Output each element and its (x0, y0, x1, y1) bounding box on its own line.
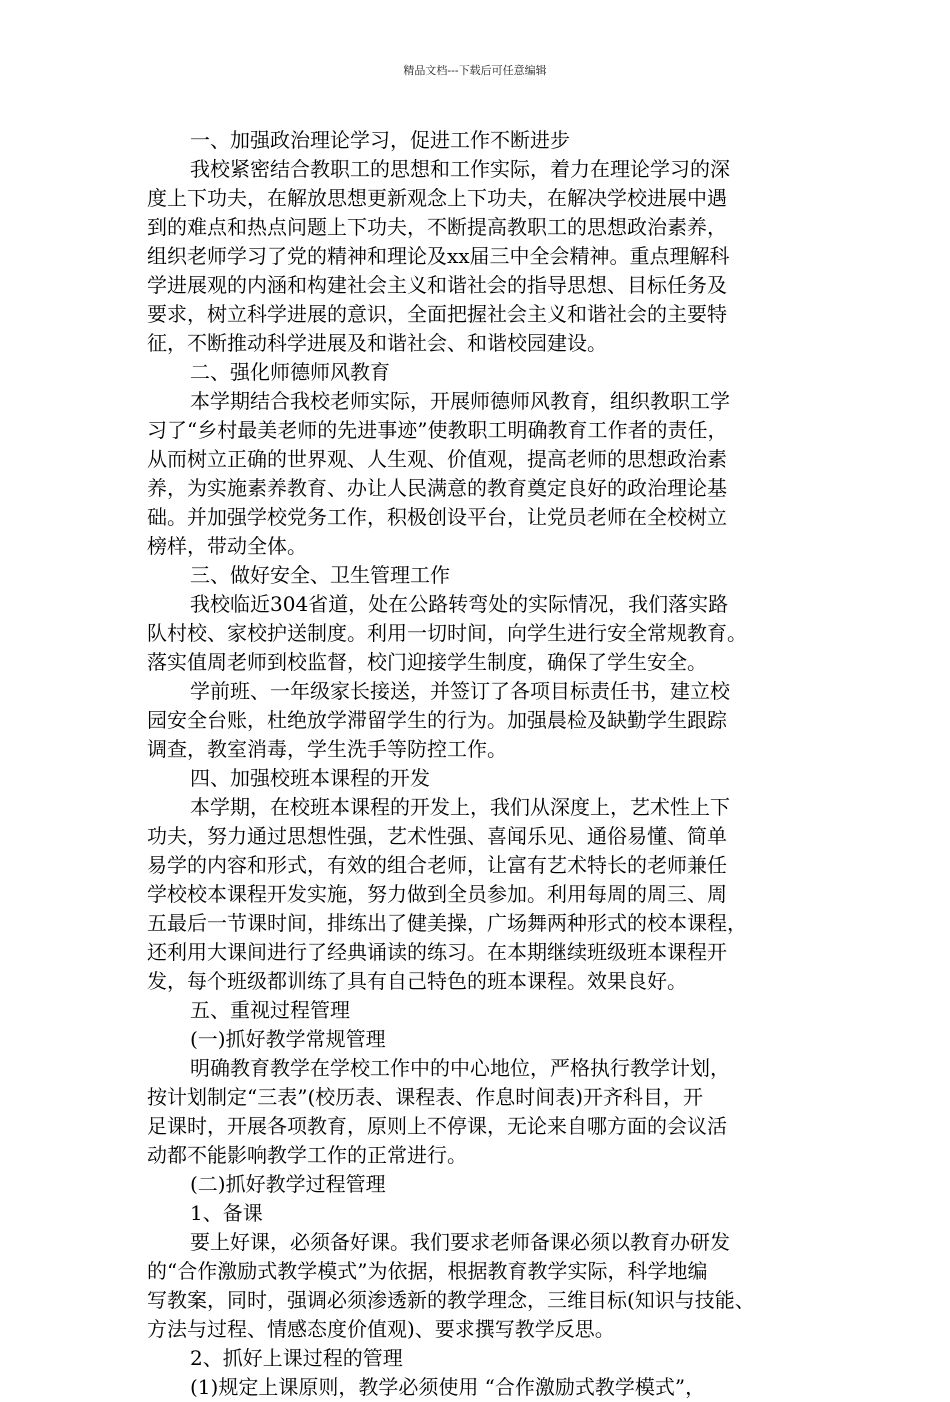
paragraph-line: 队村校、家校护送制度。利用一切时间，向学生进行安全常规教育。 (147, 621, 747, 645)
section-heading-3: 三、做好安全、卫生管理工作 (190, 563, 450, 587)
paragraph-line: 征，不断推动科学进展及和谐社会、和谐校园建设。 (147, 331, 607, 355)
paragraph-line: 发，每个班级都训练了具有自己特色的班本课程。效果良好。 (147, 969, 687, 993)
paragraph-line: 到的难点和热点问题上下功夫，不断提高教职工的思想政治素养， (147, 215, 727, 239)
paragraph-line: 组织老师学习了党的精神和理论及xx届三中全会精神。重点理解科 (147, 244, 730, 268)
paragraph-line: 调查，教室消毒，学生洗手等防控工作。 (147, 737, 507, 761)
section-heading-2: 二、强化师德师风教育 (190, 360, 390, 384)
section-heading-4: 四、加强校班本课程的开发 (190, 766, 430, 790)
subsection-heading: (二)抓好教学过程管理 (190, 1172, 386, 1196)
paragraph-line: 写教案，同时，强调必须渗透新的教学理念，三维目标(知识与技能、 (147, 1288, 755, 1312)
item-heading: 2、抓好上课过程的管理 (190, 1346, 403, 1370)
paragraph-line: 本学期，在校班本课程的开发上，我们从深度上，艺术性上下 (190, 795, 730, 819)
subsection-heading: (一)抓好教学常规管理 (190, 1027, 386, 1051)
paragraph-line: 养，为实施素养教育、办让人民满意的教育奠定良好的政治理论基 (147, 476, 727, 500)
paragraph-line: 还利用大课间进行了经典诵读的练习。在本期继续班级班本课程开 (147, 940, 727, 964)
paragraph-line: 我校紧密结合教职工的思想和工作实际，着力在理论学习的深 (190, 157, 730, 181)
section-heading-1: 一、加强政治理论学习，促进工作不断进步 (190, 128, 570, 152)
paragraph-line: 习了“乡村最美老师的先进事迹”使教职工明确教育工作者的责任， (147, 418, 728, 442)
document-body (147, 126, 823, 1402)
paragraph-line: 础。并加强学校党务工作，积极创设平台，让党员老师在全校树立 (147, 505, 727, 529)
paragraph-line: 五最后一节课时间，排练出了健美操，广场舞两种形式的校本课程， (147, 911, 747, 935)
paragraph-line: (1)规定上课原则，教学必须使用 “合作激励式教学模式”， (190, 1375, 706, 1399)
paragraph-line: 足课时，开展各项教育，原则上不停课，无论来自哪方面的会议活 (147, 1114, 727, 1138)
paragraph-line: 我校临近304省道，处在公路转弯处的实际情况，我们落实路 (190, 592, 729, 616)
paragraph-line: 园安全台账，杜绝放学滞留学生的行为。加强晨检及缺勤学生跟踪 (147, 708, 727, 732)
paragraph-line: 榜样，带动全体。 (147, 534, 307, 558)
paragraph-line: 学进展观的内涵和构建社会主义和谐社会的指导思想、目标任务及 (147, 273, 727, 297)
paragraph-line: 明确教育教学在学校工作中的中心地位，严格执行教学计划， (190, 1056, 730, 1080)
paragraph-line: 本学期结合我校老师实际，开展师德师风教育，组织教职工学 (190, 389, 730, 413)
section-heading-5: 五、重视过程管理 (190, 998, 350, 1022)
paragraph-line: 方法与过程、情感态度价值观)、要求撰写教学反思。 (147, 1317, 615, 1341)
paragraph-line: 动都不能影响教学工作的正常进行。 (147, 1143, 467, 1167)
paragraph-line: 要上好课，必须备好课。我们要求老师备课必须以教育办研发 (190, 1230, 730, 1254)
paragraph-line: 按计划制定“三表”(校历表、课程表、作息时间表)开齐科目，开 (147, 1085, 704, 1109)
paragraph-line: 度上下功夫，在解放思想更新观念上下功夫，在解决学校进展中遇 (147, 186, 727, 210)
paragraph-line: 的“合作激励式教学模式”为依据，根据教育教学实际，科学地编 (147, 1259, 708, 1283)
paragraph-line: 易学的内容和形式，有效的组合老师，让富有艺术特长的老师兼任 (147, 853, 727, 877)
paragraph-line: 学前班、一年级家长接送，并签订了各项目标责任书，建立校 (190, 679, 730, 703)
paragraph-line: 从而树立正确的世界观、人生观、价值观，提高老师的思想政治素 (147, 447, 727, 471)
item-heading: 1、备课 (190, 1201, 263, 1225)
paragraph-line: 落实值周老师到校监督，校门迎接学生制度，确保了学生安全。 (147, 650, 707, 674)
paragraph-line: 学校校本课程开发实施，努力做到全员参加。利用每周的周三、周 (147, 882, 727, 906)
page-header: 精品文档---下载后可任意编辑 (403, 64, 547, 77)
paragraph-line: 要求，树立科学进展的意识，全面把握社会主义和谐社会的主要特 (147, 302, 727, 326)
paragraph-line: 功夫，努力通过思想性强，艺术性强、喜闻乐见、通俗易懂、简单 (147, 824, 727, 848)
